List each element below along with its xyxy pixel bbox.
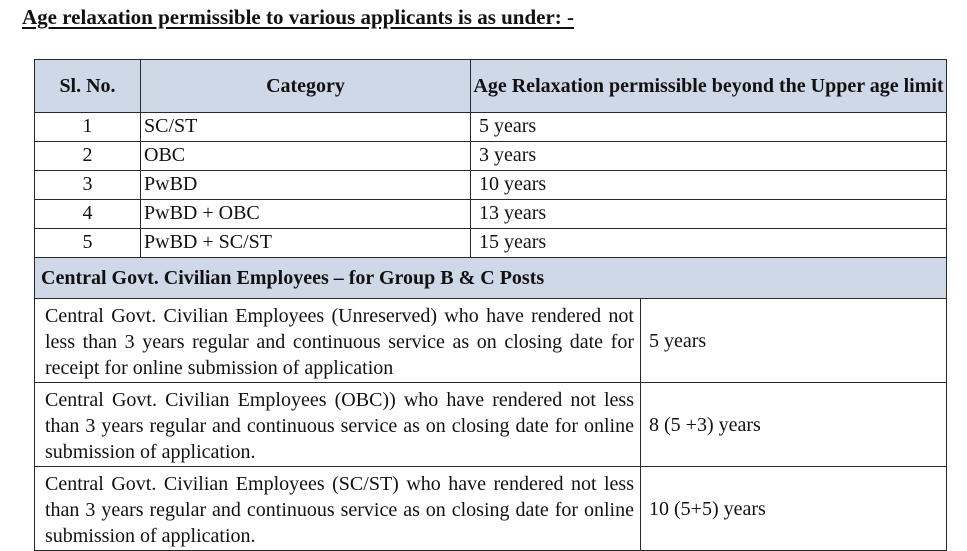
row-relaxation: 10 years <box>471 171 947 200</box>
age-relaxation-table <box>34 59 947 551</box>
row-category: PwBD <box>141 171 471 200</box>
row-sl-no: 2 <box>35 142 141 171</box>
table-row <box>35 171 947 200</box>
row-category: OBC <box>141 142 471 171</box>
employee-description: Central Govt. Civilian Employees (Unreserved) who have rendered not less than 3 years regular and continuous service as on closing date for receipt for online submission of application <box>35 299 641 383</box>
employee-relaxation: 10 (5+5) years <box>641 467 947 551</box>
section-header-row <box>35 258 947 299</box>
row-category: SC/ST <box>141 113 471 142</box>
row-relaxation: 15 years <box>471 229 947 258</box>
page-heading: Age relaxation permissible to various applicants is as under: - <box>22 5 575 29</box>
header-sl-no: Sl. No. <box>35 60 141 113</box>
header-category: Category <box>141 60 471 113</box>
table-row <box>35 229 947 258</box>
section-title: Central Govt. Civilian Employees – for Group B & C Posts <box>35 258 947 299</box>
row-relaxation: 3 years <box>471 142 947 171</box>
table-header-row <box>35 60 947 113</box>
row-sl-no: 1 <box>35 113 141 142</box>
header-age-relaxation: Age Relaxation permissible beyond the Upper age limit <box>471 60 947 113</box>
row-sl-no: 3 <box>35 171 141 200</box>
employee-row <box>35 467 947 551</box>
employee-description: Central Govt. Civilian Employees (SC/ST) who have rendered not less than 3 years regular and continuous service as on closing date for online submission of application. <box>35 467 641 551</box>
row-category: PwBD + OBC <box>141 200 471 229</box>
table-row <box>35 200 947 229</box>
employee-relaxation: 8 (5 +3) years <box>641 383 947 467</box>
row-sl-no: 5 <box>35 229 141 258</box>
row-category: PwBD + SC/ST <box>141 229 471 258</box>
row-relaxation: 13 years <box>471 200 947 229</box>
table-row <box>35 142 947 171</box>
row-sl-no: 4 <box>35 200 141 229</box>
employee-relaxation: 5 years <box>641 299 947 383</box>
employee-description: Central Govt. Civilian Employees (OBC)) who have rendered not less than 3 years regular and continuous service as on closing date for online submission of application. <box>35 383 641 467</box>
table-row <box>35 113 947 142</box>
employee-row <box>35 299 947 383</box>
row-relaxation: 5 years <box>471 113 947 142</box>
employee-row <box>35 383 947 467</box>
